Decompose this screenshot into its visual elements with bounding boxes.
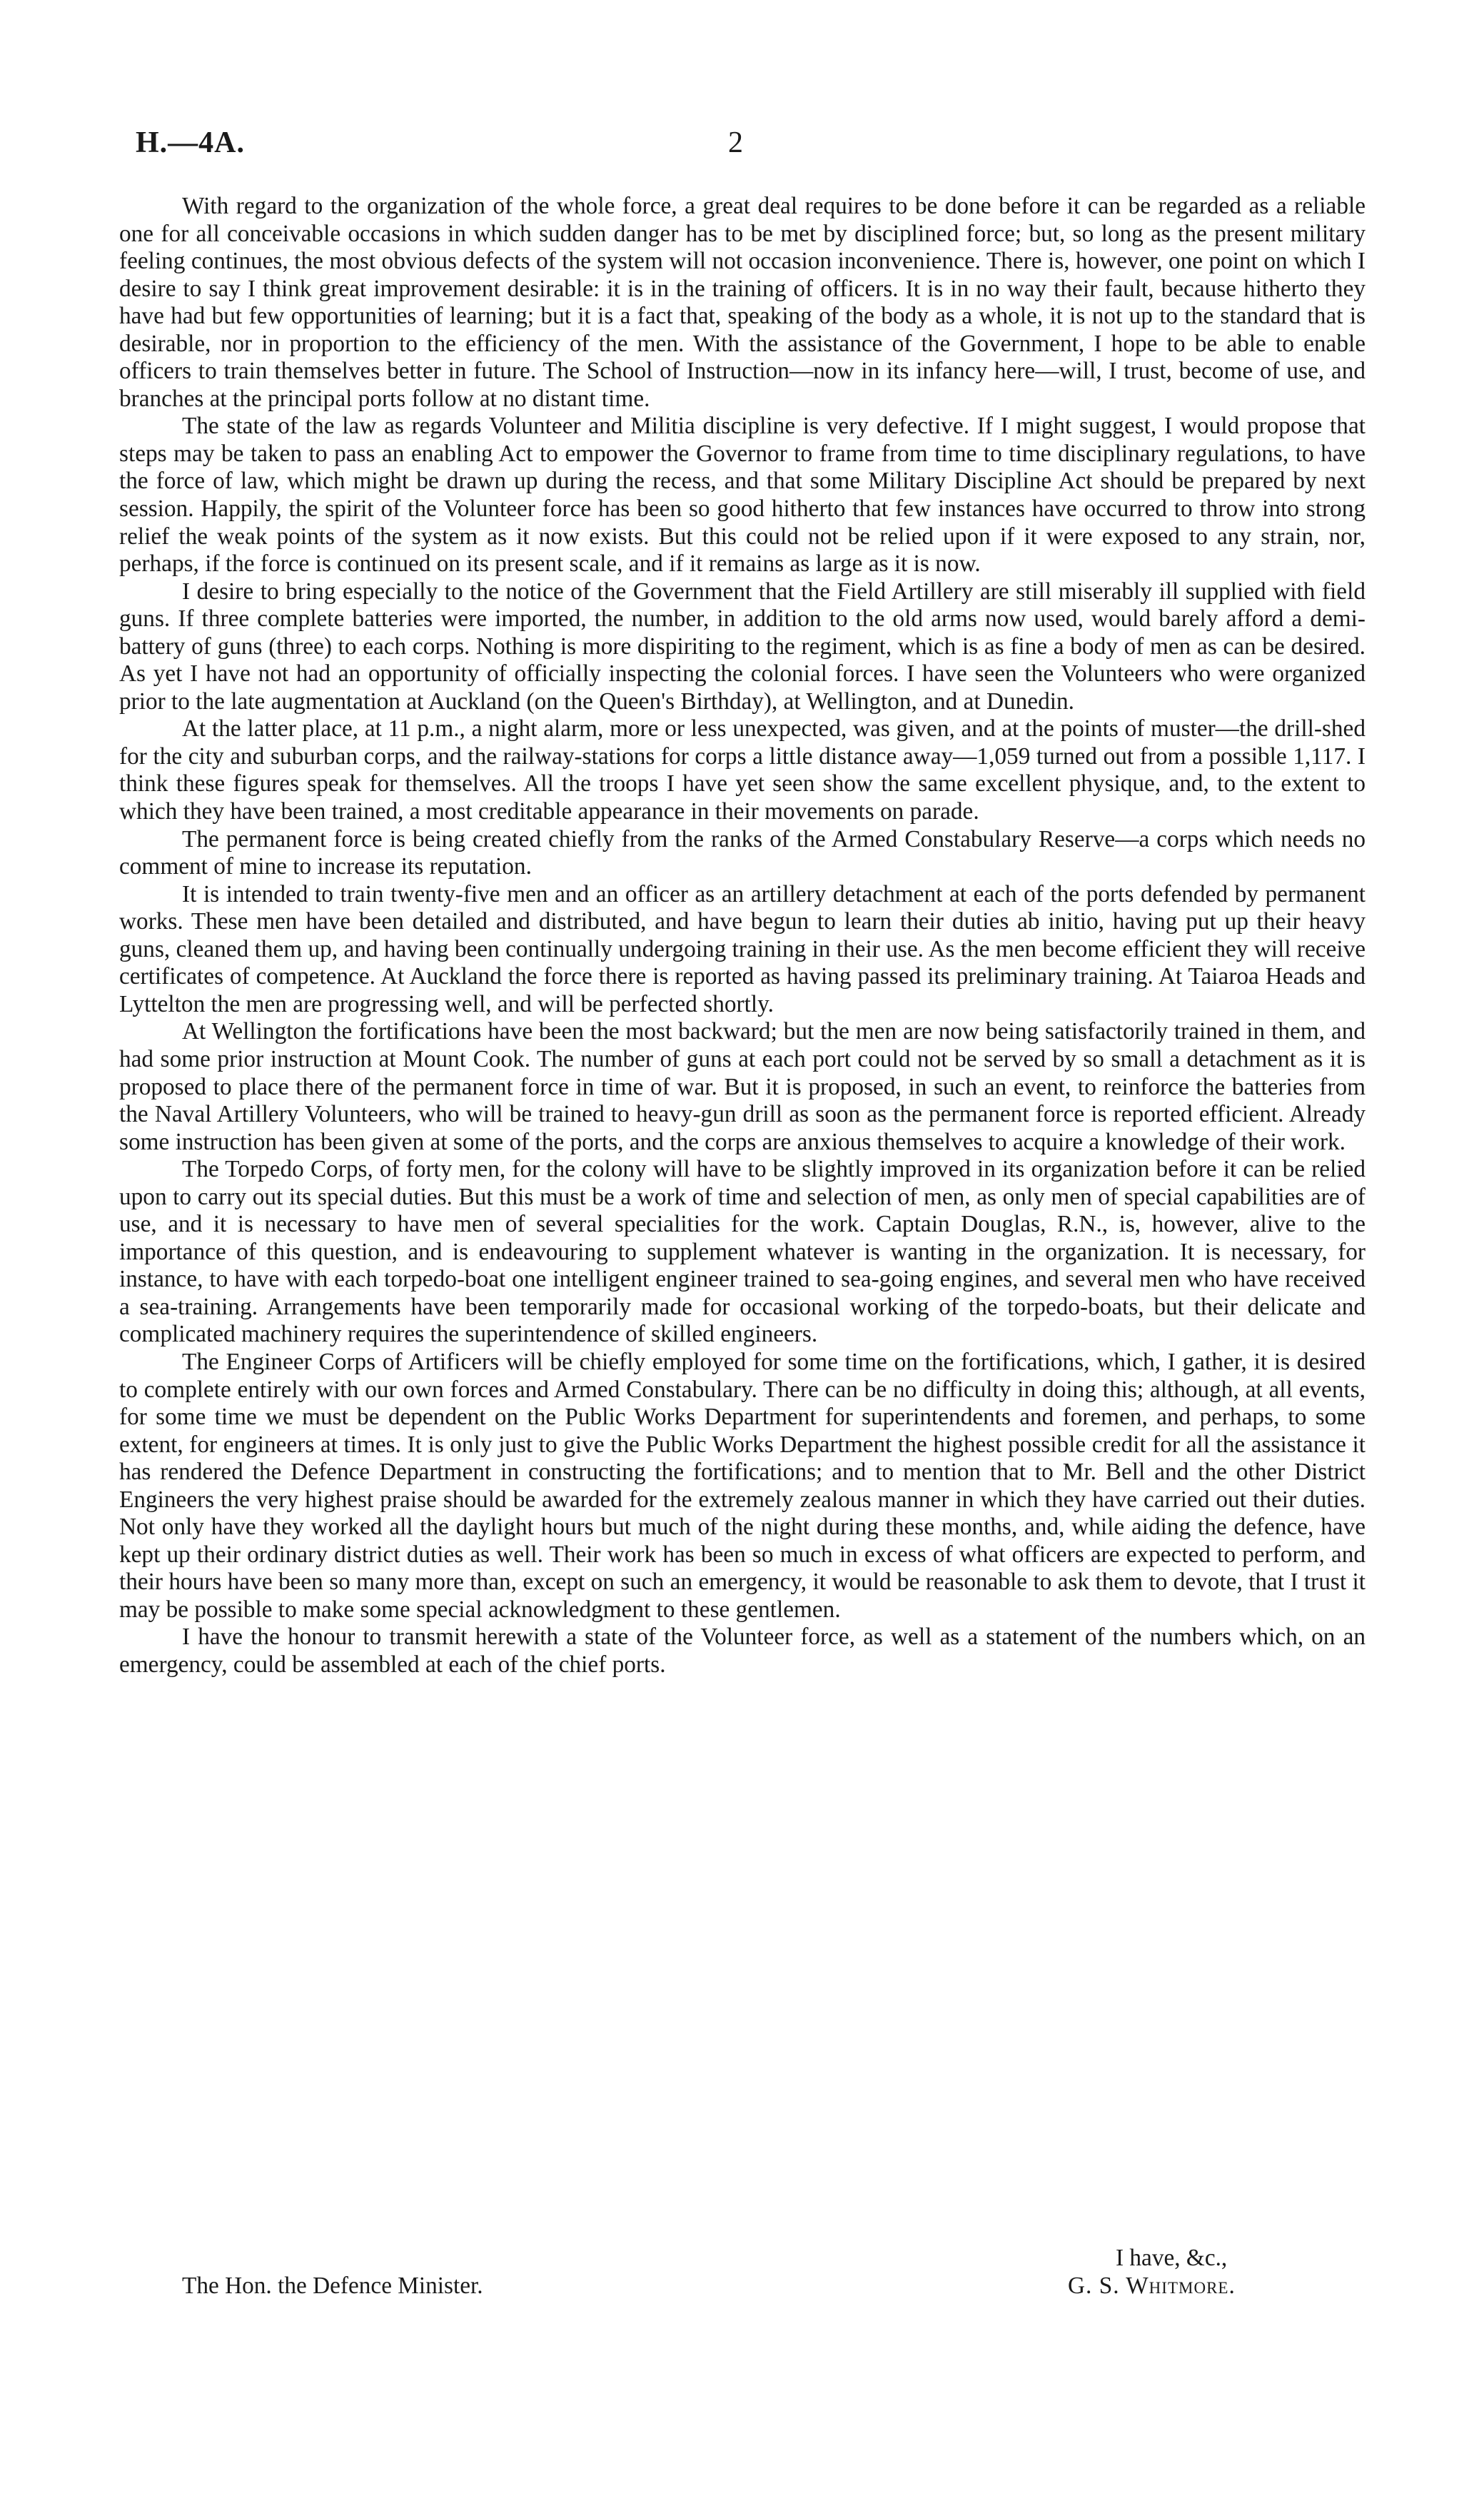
letter-body: [119, 193, 1366, 1679]
sign-off: I have, &c.,: [1116, 2245, 1228, 2271]
paragraph-transmit-statement: I have the honour to transmit herewith a state of the Volunteer force, as well as a statement of the numbers which, on an emergency, could be assembled at each of the chief ports.: [119, 1624, 1366, 1678]
addressee: The Hon. the Defence Minister.: [182, 2273, 483, 2299]
paragraph-artillery-detachment: It is intended to train twenty-five men and an officer as an artillery detachment at each of the ports defended by permanent works. These men have been detailed and distributed, and have begun to learn their duties ab initio, having put up their heavy guns, cleaned them up, and having been continually undergoing training in their use. As the men become efficient they will receive certificates of competence. At Auckland the force there is reported as having passed its preliminary training. At Taiaroa Heads and Lyttelton the men are progressing well, and will be perfected shortly.: [119, 880, 1366, 1017]
paragraph-engineer-corps: The Engineer Corps of Artificers will be chiefly employed for some time on the fortifications, which, I gather, it is desired to complete entirely with our own forces and Armed Constabulary. There can be no difficulty in doing this; although, at all events, for some time we must be dependent on the Public Works Department for superintendents and foremen, and perhaps, to some extent, for engineers at times. It is only just to give the Public Works Department the highest possible credit for all the assistance it has rendered the Defence Department in constructing the fortifications; and to mention that to Mr. Bell and the other District Engineers the very highest praise should be awarded for the extremely zealous manner in which they have carried out their duties. Not only have they worked all the daylight hours but much of the night during these months, and, while aiding the defence, have kept up their ordinary district duties as well. Their work has been so much in excess of what officers are expected to perform, and their hours have been so many more than, except on such an emergency, it would be reasonable to ask them to devote, that I trust it may be possible to make some special acknowledgment to these gentlemen.: [119, 1348, 1366, 1623]
paragraph-discipline-law: The state of the law as regards Volunteer and Militia discipline is very defective. If I might suggest, I would propose that steps may be taken to pass an enabling Act to empower the Governor to frame from time to time disciplinary regulations, to have the force of law, which might be drawn up during the recess, and that some Military Discipline Act should be prepared by next session. Happily, the spirit of the Volunteer force has been so good hitherto that few instances have occurred to throw into strong relief the weak points of the system as it now exists. But this could not be relied upon if it were exposed to any strain, nor, perhaps, if the force is continued on its present scale, and if it remains as large as it is now.: [119, 413, 1366, 578]
paragraph-wellington: At Wellington the fortifications have been the most backward; but the men are now being satisfactorily trained in them, and had some prior instruction at Mount Cook. The number of guns at each port could not be served by so small a detachment as it is proposed to place there of the permanent force in time of war. But it is proposed, in such an event, to reinforce the batteries from the Naval Artillery Volunteers, who will be trained to heavy-gun drill as soon as the permanent force is reported efficient. Already some instruction has been given at some of the ports, and the corps are anxious themselves to acquire a knowledge of their work.: [119, 1018, 1366, 1155]
letter-closing: [119, 2245, 1366, 2302]
page-number: 2: [728, 126, 743, 159]
paragraph-field-artillery: I desire to bring especially to the notice of the Government that the Field Artillery are still miserably ill supplied with field guns. If three complete batteries were imported, the number, in addition to the old arms now used, would barely afford a demi-battery of guns (three) to each corps. Nothing is more dispiriting to the regiment, which is as fine a body of men as can be desired. As yet I have not had an opportunity of officially inspecting the colonial forces. I have seen the Volunteers who were organized prior to the late augmentation at Auckland (on the Queen's Birthday), at Wellington, and at Dunedin.: [119, 578, 1366, 715]
paragraph-night-alarm: At the latter place, at 11 p.m., a night alarm, more or less unexpected, was given, and at the points of muster—the drill-shed for the city and suburban corps, and the railway-stations for corps a little distance away—1,059 turned out from a possible 1,117. I think these figures speak for themselves. All the troops I have yet seen show the same excellent physique, and, to the extent to which they have been trained, a most creditable appearance in their movements on parade.: [119, 715, 1366, 825]
paragraph-torpedo-corps: The Torpedo Corps, of forty men, for the colony will have to be slightly improved in its organization before it can be relied upon to carry out its special duties. But this must be a work of time and selection of men, as only men of special capabilities are of use, and it is necessary to have men of several specialities for the work. Captain Douglas, R.N., is, however, alive to the importance of this question, and is endeavouring to supplement whatever is wanting in the organization. It is necessary, for instance, to have with each torpedo-boat one intelligent engineer trained to sea-going engines, and several men who have received a sea-training. Arrangements have been temporarily made for occasional working of the torpedo-boats, but their delicate and complicated machinery requires the superintendence of skilled engineers.: [119, 1156, 1366, 1348]
paragraph-officer-training: With regard to the organization of the whole force, a great deal requires to be done before it can be regarded as a reliable one for all conceivable occasions in which sudden danger has to be met by disciplined force; but, so long as the present military feeling continues, the most obvious defects of the system will not occasion inconvenience. There is, however, one point on which I desire to say I think great improvement desirable: it is in the training of officers. It is in no way their fault, because hitherto they have had but few opportunities of learning; but it is a fact that, speaking of the body as a whole, it is not up to the standard that is desirable, nor in proportion to the efficiency of the men. With the assistance of the Government, I hope to be able to enable officers to train themselves better in future. The School of Instruction—now in its infancy here—will, I trust, become of use, and branches at the principal ports follow at no distant time.: [119, 193, 1366, 412]
signature: G. S. Whitmore.: [1068, 2273, 1236, 2299]
document-reference: H.—4A.: [136, 126, 245, 159]
paragraph-permanent-force: The permanent force is being created chiefly from the ranks of the Armed Constabulary Reserve—a corps which needs no comment of mine to increase its reputation.: [119, 825, 1366, 880]
page-header: [136, 126, 1348, 168]
